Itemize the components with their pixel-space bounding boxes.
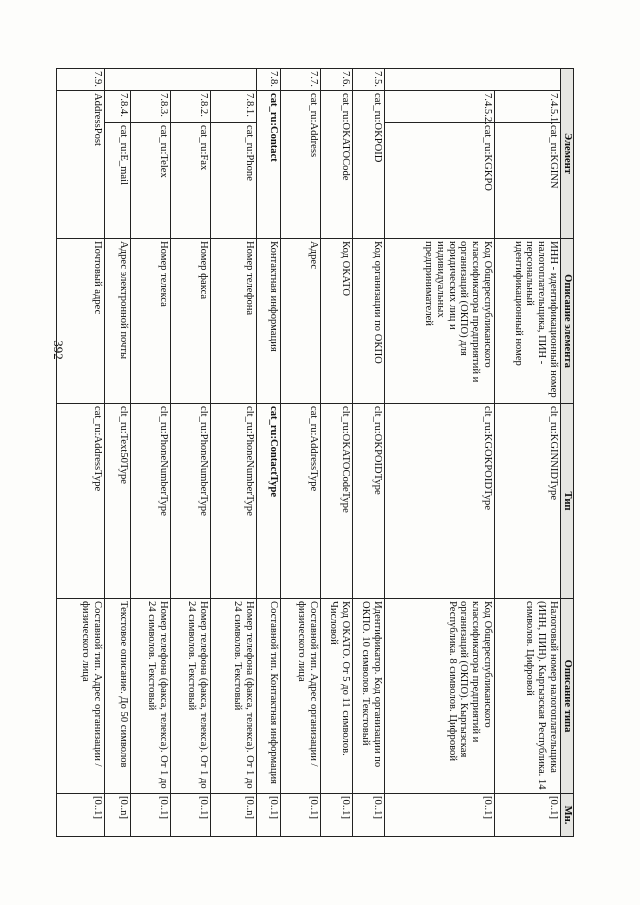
row-type-description: Номер телефона (факса, телекса). От 1 до 24 символов. Текстовый: [131, 599, 171, 794]
row-type: cat_ru:AddressType: [57, 404, 105, 599]
row-multiplicity: [0..1]: [131, 794, 171, 837]
row-multiplicity: [0..1]: [171, 794, 211, 837]
table-row: [211, 69, 257, 837]
row-element-name: cat_ru:OKATOCode: [321, 91, 353, 239]
row-description: Адрес: [281, 239, 321, 404]
row-type-description: Номер телефона (факса, телекса). От 1 до 24 символов. Текстовый: [211, 599, 257, 794]
row-number: 7.9.: [57, 69, 105, 91]
row-element-name: cat_ru:KGKPO: [385, 123, 495, 239]
row-indent: [131, 69, 171, 91]
table-row: [281, 69, 321, 837]
row-description: Код организации по ОКПО: [353, 239, 385, 404]
row-element-name: cat_ru:Telex: [131, 123, 171, 239]
row-description: Номер телекса: [131, 239, 171, 404]
row-description: Адрес электронной почты: [105, 239, 131, 404]
row-subnumber: 7.4.5.1.: [495, 91, 561, 123]
row-description: Номер телефона: [211, 239, 257, 404]
row-type: clt_ru:PhoneNumberType: [211, 404, 257, 599]
row-description: ИНН - идентификационный номер налогоплательщика, ПИН - персональный идентификационный номер: [495, 239, 561, 404]
row-indent: [211, 69, 257, 91]
row-subnumber: 7.4.5.2.: [385, 91, 495, 123]
table-row: [495, 69, 561, 837]
row-multiplicity: [0..1]: [57, 794, 105, 837]
row-element-name: cat_ru:Address: [281, 91, 321, 239]
row-description: Код Общереспубликанского классификатора предприятий и организаций (ОКПО) для юридических лиц и индивидуальных предпринимателей: [385, 239, 495, 404]
row-type: clt_ru:OKATOCodeType: [321, 404, 353, 599]
row-subnumber: 7.8.1.: [211, 91, 257, 123]
row-type-description: Код Общереспубликанского классификатора предприятий и организаций (ОКПО). Кыргызская Республика. 8 символов. Цифровой: [385, 599, 495, 794]
element-table: [56, 68, 574, 837]
row-type-description: Текстовое описание. До 50 символов: [105, 599, 131, 794]
header-description: Описание элемента: [561, 239, 574, 404]
row-multiplicity: [0..1]: [321, 794, 353, 837]
row-number: 7.8.: [257, 69, 281, 91]
row-subnumber: 7.8.2.: [171, 91, 211, 123]
row-type-description: Номер телефона (факса, телекса). От 1 до 24 символов. Текстовый: [171, 599, 211, 794]
row-element-name: cat_ru:E_mail: [105, 123, 131, 239]
row-type: clt_ru:KGOKPOIDType: [385, 404, 495, 599]
row-multiplicity: [0..n]: [211, 794, 257, 837]
row-subnumber: 7.8.4.: [105, 91, 131, 123]
table-row: [257, 69, 281, 837]
table-row: [131, 69, 171, 837]
header-type: Тип: [561, 404, 574, 599]
row-type-description: Налоговый номер налогоплательщика (ИНН, ПИН). Кыргызская Республика. 14 символов. Цифровой: [495, 599, 561, 794]
row-multiplicity: [0..1]: [281, 794, 321, 837]
row-multiplicity: [0..1]: [257, 794, 281, 837]
table-row: [321, 69, 353, 837]
table-row: [57, 69, 105, 837]
row-description: Почтовый адрес: [57, 239, 105, 404]
row-type: cat_ru:ContactType: [257, 404, 281, 599]
row-type-description: Идентификатор. Код организации по ОКПО. 10 символов. Текстовый: [353, 599, 385, 794]
row-indent: [171, 69, 211, 91]
row-type: clt_ru:Text50Type: [105, 404, 131, 599]
row-element-name: cat_ru:Phone: [211, 123, 257, 239]
header-type-description: Описание типа: [561, 599, 574, 794]
row-element-name: cat_ru:OKPOID: [353, 91, 385, 239]
row-type: clt_ru:PhoneNumberType: [171, 404, 211, 599]
header-multiplicity: Мн.: [561, 794, 574, 837]
row-element-name: AddressPost: [57, 91, 105, 239]
table-row: [353, 69, 385, 837]
row-element-name: cat_ru:Fax: [171, 123, 211, 239]
row-type-description: Составной тип. Адрес организации / физического лица: [281, 599, 321, 794]
row-indent: [495, 69, 561, 91]
table-row: [105, 69, 131, 837]
row-indent: [385, 69, 495, 91]
row-multiplicity: [0..1]: [495, 794, 561, 837]
row-subnumber: 7.8.3.: [131, 91, 171, 123]
page-number: 392: [51, 340, 66, 360]
row-element-name: cat_ru:KGINN: [495, 123, 561, 239]
row-type: clt_ru:PhoneNumberType: [131, 404, 171, 599]
row-type-description: Код ОКАТО. От 5 до 11 символов. Числовой: [321, 599, 353, 794]
row-description: Контактная информация: [257, 239, 281, 404]
row-type-description: Составной тип. Контактная информация: [257, 599, 281, 794]
row-element-name: cat_ru:Contact: [257, 91, 281, 239]
row-description: Номер факса: [171, 239, 211, 404]
row-multiplicity: [0..1]: [385, 794, 495, 837]
row-type: clt_ru:KGINNIDType: [495, 404, 561, 599]
header-row: [561, 69, 574, 837]
row-type-description: Составной тип. Адрес организации / физического лица: [57, 599, 105, 794]
row-number: 7.6.: [321, 69, 353, 91]
table-row: [385, 69, 495, 837]
row-number: 7.7.: [281, 69, 321, 91]
row-description: Код ОКАТО: [321, 239, 353, 404]
row-type: clt_ru:OKPOIDType: [353, 404, 385, 599]
table-row: [171, 69, 211, 837]
table-container: [80, 68, 574, 836]
row-multiplicity: [0..n]: [105, 794, 131, 837]
row-type: cat_ru:AddressType: [281, 404, 321, 599]
row-number: 7.5.: [353, 69, 385, 91]
row-indent: [105, 69, 131, 91]
header-element: Элемент: [561, 69, 574, 239]
row-multiplicity: [0..1]: [353, 794, 385, 837]
